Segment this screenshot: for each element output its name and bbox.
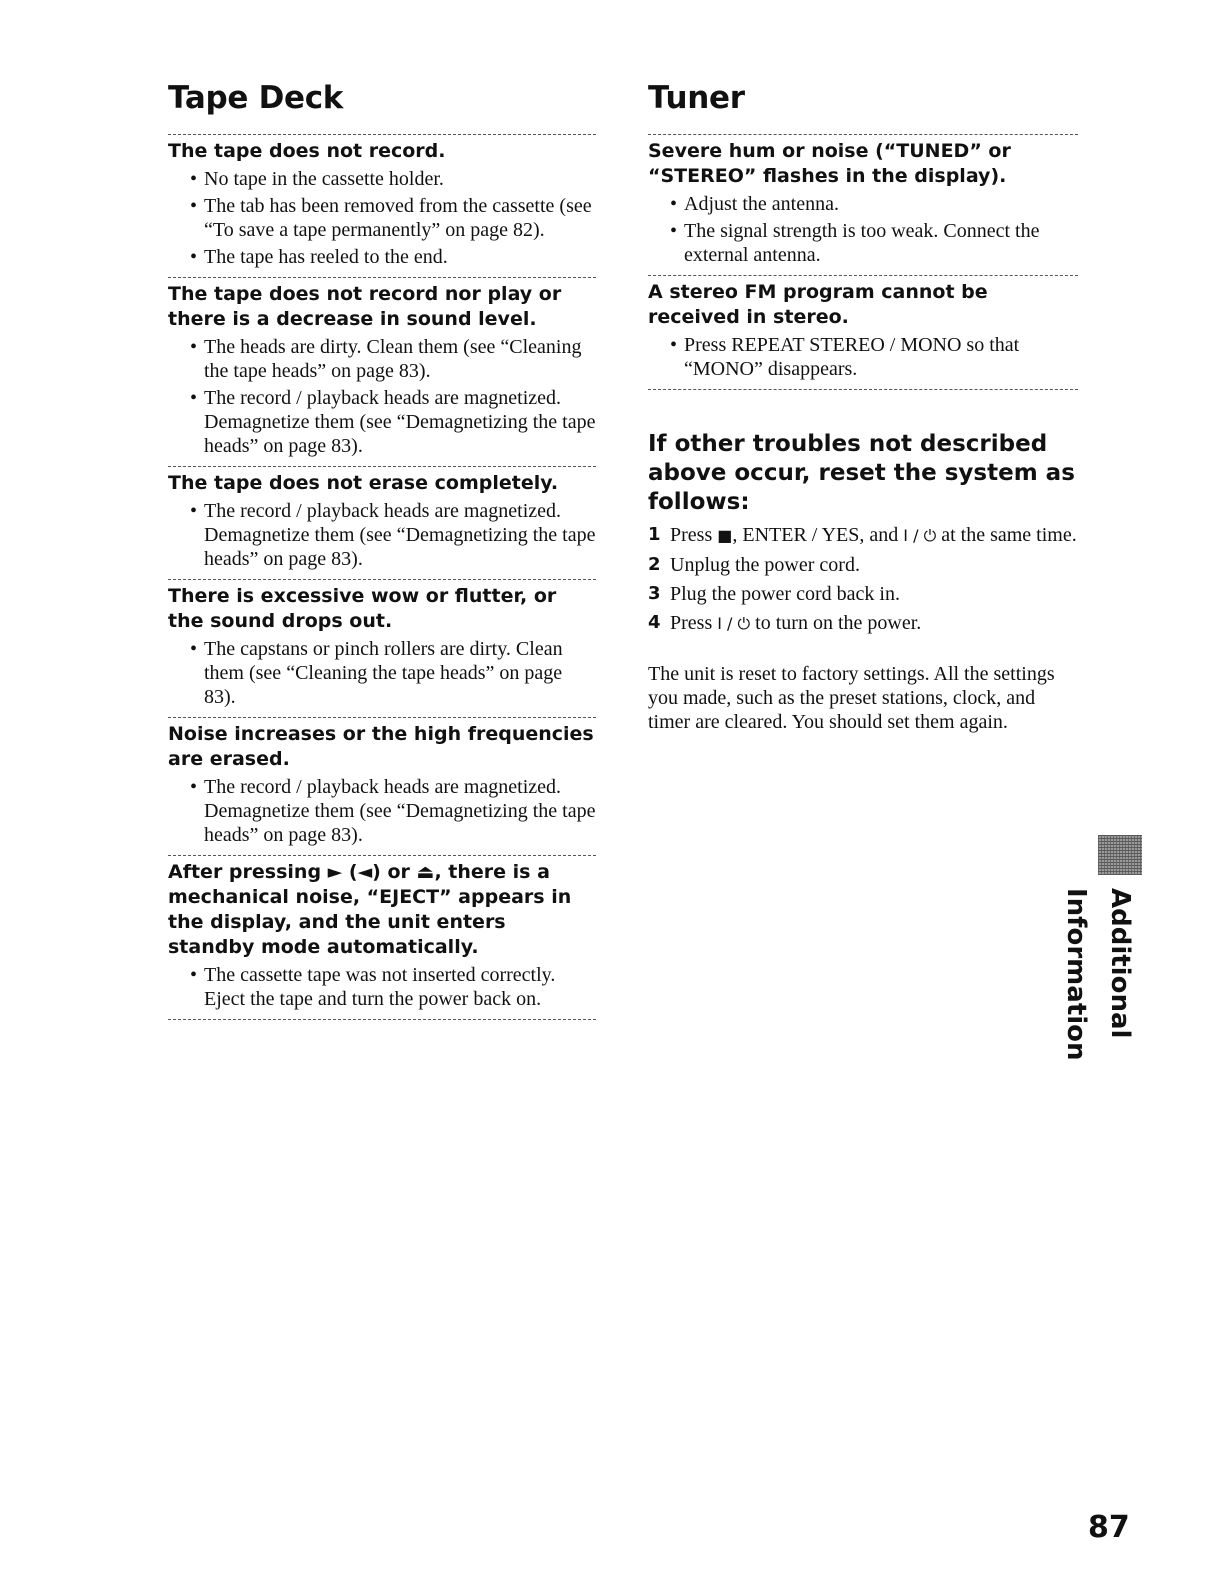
step-number: 3 — [648, 583, 661, 604]
step-symbol: I / ⏻ — [717, 614, 751, 633]
trouble-item — [168, 466, 596, 579]
step-number: 1 — [648, 524, 661, 545]
cause-list — [648, 192, 1078, 267]
step-text: Press — [670, 612, 718, 634]
reset-step — [648, 553, 1078, 577]
cause-item: • Adjust the antenna. — [670, 192, 1078, 216]
tuner-title: Tuner — [648, 80, 745, 116]
trouble-problem: A stereo FM program cannot be received in stereo. — [648, 281, 988, 328]
trouble-item — [168, 855, 596, 1020]
trouble-problem: After pressing ► (◄) or ⏏, there is a mechanical noise, “EJECT” appears in the display, and the unit enters standby mode automatically. — [168, 861, 572, 958]
cause-item: • The cassette tape was not inserted correctly. Eject the tape and turn the power back on. — [190, 963, 596, 1011]
reset-step — [648, 611, 1078, 636]
cause-item: • The record / playback heads are magnetized. Demagnetize them (see “Demagnetizing the tape heads” on page 83). — [190, 386, 596, 458]
trouble-problem: Noise increases or the high frequencies are erased. — [168, 723, 594, 770]
step-text: Press — [670, 524, 718, 546]
cause-item: • Press REPEAT STEREO / MONO so that “MONO” disappears. — [670, 333, 1078, 381]
reset-step — [648, 523, 1078, 548]
cause-list — [168, 963, 596, 1011]
cause-item: • The tape has reeled to the end. — [190, 245, 596, 269]
reset-steps — [648, 523, 1078, 636]
tape-deck-items — [168, 134, 596, 1020]
page-number: 87 — [1088, 1510, 1130, 1545]
trouble-problem: The tape does not record nor play or there is a decrease in sound level. — [168, 283, 562, 330]
cause-list — [168, 167, 596, 269]
reset-heading: If other troubles not described above occur, reset the system as follows: — [648, 431, 1075, 515]
cause-item: • The signal strength is too weak. Connect the external antenna. — [670, 219, 1078, 267]
cause-item: • The heads are dirty. Clean them (see “Cleaning the tape heads” on page 83). — [190, 335, 596, 383]
cause-list — [168, 499, 596, 571]
cause-item: • No tape in the cassette holder. — [190, 167, 596, 191]
trouble-problem: The tape does not erase completely. — [168, 472, 559, 494]
cause-item: • The record / playback heads are magnetized. Demagnetize them (see “Demagnetizing the tape heads” on page 83). — [190, 775, 596, 847]
trouble-item — [168, 579, 596, 717]
cause-list — [168, 637, 596, 709]
cause-item: • The tab has been removed from the cassette (see “To save a tape permanently” on page 82). — [190, 194, 596, 242]
cause-list — [648, 333, 1078, 381]
trouble-item — [168, 277, 596, 466]
step-text: at the same time. — [936, 524, 1077, 546]
step-text: Plug the power cord back in. — [670, 583, 900, 605]
step-number: 2 — [648, 554, 661, 575]
section-tab-marker — [1098, 835, 1142, 875]
trouble-item — [648, 275, 1078, 390]
trouble-problem: The tape does not record. — [168, 140, 446, 162]
tuner-items — [648, 134, 1078, 390]
cause-item: • The capstans or pinch rollers are dirty. Clean them (see “Cleaning the tape heads” on page 83). — [190, 637, 596, 709]
step-text: to turn on the power. — [750, 612, 922, 634]
cause-item: • The record / playback heads are magnetized. Demagnetize them (see “Demagnetizing the tape heads” on page 83). — [190, 499, 596, 571]
step-text: , ENTER / YES, and — [732, 524, 904, 546]
trouble-item — [168, 134, 596, 277]
step-text: Unplug the power cord. — [670, 554, 860, 576]
trouble-item — [648, 134, 1078, 275]
tape-deck-column — [168, 80, 596, 1020]
trouble-item — [168, 717, 596, 855]
trouble-problem: There is excessive wow or flutter, or the sound drops out. — [168, 585, 557, 632]
side-section-label: Additional Information — [1061, 888, 1135, 1061]
tape-deck-title: Tape Deck — [168, 80, 344, 116]
trouble-problem: Severe hum or noise (“TUNED” or “STEREO” flashes in the display). — [648, 140, 1011, 187]
reset-step — [648, 582, 1078, 606]
reset-note: The unit is reset to factory settings. All the settings you made, such as the preset stations, clock, and timer are cleared. You should set them again. — [648, 663, 1055, 733]
cause-list — [168, 775, 596, 847]
step-symbol: ■ — [717, 526, 733, 545]
step-symbol: I / ⏻ — [903, 526, 937, 545]
step-number: 4 — [648, 612, 661, 633]
cause-list — [168, 335, 596, 458]
tuner-column — [648, 80, 1078, 754]
